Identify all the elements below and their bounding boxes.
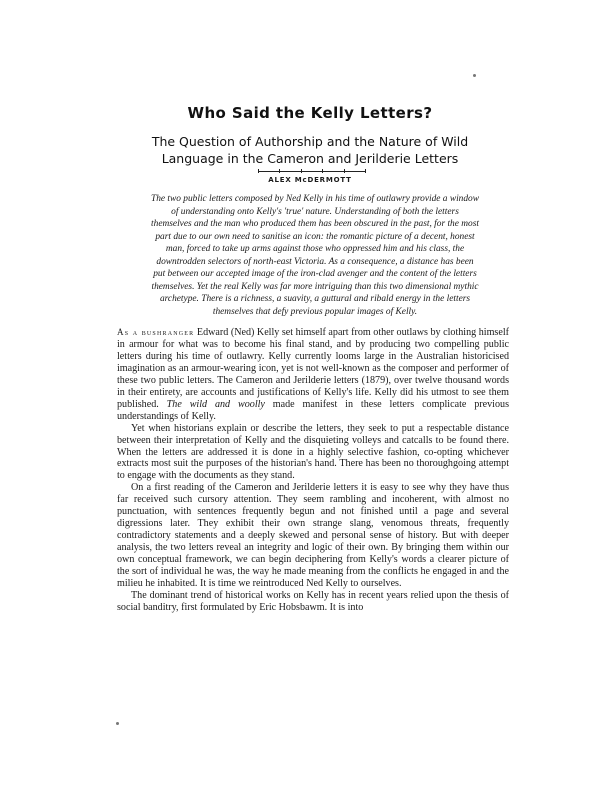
article-author: ALEX McDERMOTT xyxy=(268,176,352,184)
paragraph-lead-in: As a bushranger xyxy=(117,327,195,337)
article-body xyxy=(117,327,509,614)
body-paragraph: Yet when historians explain or describe the letters, they seek to put a respectable distance between their interpretation of Kelly and the disquieting volleys and catcalls to be found there. When the letters are addressed it is done in a highly selective fashion, co-opting whichever extracts most suit the purposes of the historian's hand. There has been no thoroughgoing attempt to engage with the documents as they stand. xyxy=(117,422,509,482)
title-rule-ornament xyxy=(258,169,366,173)
subtitle-line-2: Language in the Cameron and Jerilderie Letters xyxy=(161,151,459,166)
speck-mark xyxy=(473,74,476,77)
body-paragraph: The dominant trend of historical works on Kelly has in recent years relied upon the thesis of social banditry, first formulated by Eric Hobsbawm. It is into xyxy=(117,589,509,613)
subtitle-line-1: The Question of Authorship and the Nature of Wild xyxy=(151,134,469,149)
article-subtitle xyxy=(100,133,520,167)
speck-mark xyxy=(116,722,119,725)
article-title: Who Said the Kelly Letters? xyxy=(187,104,433,122)
article-abstract: The two public letters composed by Ned Kelly in his time of outlawry provide a window of understanding onto Kelly's 'true' nature. Understanding of both the letters themselves and the man who produced them has been obscured in the past, for the most part due to our own need to sanitise an icon: the romantic picture of a decent, honest man, forced to take up arms against those who oppressed him and his class, the downtrodden selectors of north-east Victoria. As a consequence, a distance has been put between our accepted image of the iron-clad avenger and the content of the letters themselves. Yet the real Kelly was far more intriguing than this two dimensional mythic archetype. There is a richness, a suavity, a guttural and ribald energy in the letters themselves that defy previous popular images of Kelly. xyxy=(150,194,479,317)
body-paragraph: On a first reading of the Cameron and Jerilderie letters it is easy to see why they have thus far received such cursory attention. They seem rambling and incoherent, with almost no punctuation, with sentences frequently begun and not finished until a page and several digressions later. They exhibit their own strange slang, venomous threats, frequently contradictory statements and a deeply skewed and personal sense of history. But with deeper analysis, the two letters reveal an integrity and logic of their own. By bringing them within our own conceptual framework, we can begin deciphering from Kelly's words a clearer picture of the sort of individual he was, the way he made meaning from the conflicts he engaged in and the milieu he inhabited. It is time we reintroduced Ned Kelly to ourselves. xyxy=(117,482,509,590)
body-paragraph: As a bushranger Edward (Ned) Kelly set himself apart from other outlaws by clothing himself in armour for what was to become his final stand, and by producing two compelling public letters during his time of outlawry. Kelly currently looms large in the Australian historicised imagination as an armour-wearing icon, yet is not well-known as the composer and performer of these two public letters. The Cameron and Jerilderie letters (1879), over twelve thousand words in their entirety, are accounts and justifications of Kelly's life. Kelly did his utmost to see them published. The wild and woolly made manifest in these letters complicate previous understandings of Kelly. xyxy=(117,327,510,422)
